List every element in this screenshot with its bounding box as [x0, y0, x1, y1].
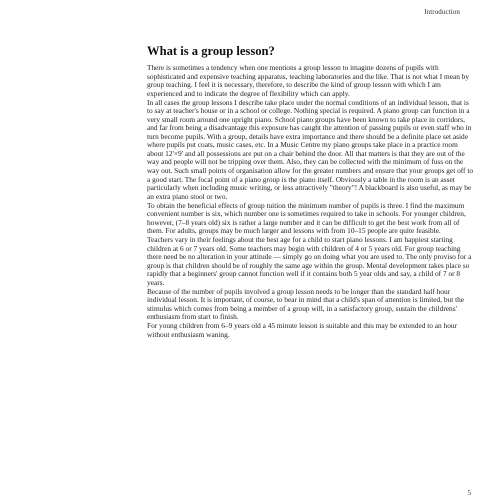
paragraph: For young children from 6–9 years old a 45 minute lesson is suitable and this may be extended to an hour without enthusiasm waning.: [147, 321, 458, 339]
page-title: What is a group lesson?: [147, 44, 275, 58]
paragraph: To obtain the beneficial effects of group tuition the minimum number of pupils is three. I find the maximum convenient number is six, which number one is sometimes required to take in schools. For younger children, however, (7–8 years old) six is rather a large number and it can be difficult to get the best work from all of them. For adults, groups may be much larger and lessons with from 10–15 people are quite feasible.: [147, 200, 466, 236]
body-text: [147, 64, 475, 339]
running-header: Introduction: [424, 8, 460, 16]
page-number: 5: [467, 489, 471, 497]
paragraph: Teachers vary in their feelings about the best age for a child to start piano lessons. I am happiest starting children at 6 or 7 years old. Some teachers may begin with children of 4 or 5 years old. For group teaching there need be no alteration in your attitude — simply go on doing what you are used to. The only proviso for a group is that children should be of roughly the same age within the group. Mental development takes place so rapidly that a beginners' group cannot function well if it contains both 5 year olds and say, a child of 7 or 8 years.: [147, 235, 472, 287]
paragraph: There is sometimes a tendency when one mentions a group lesson to imagine dozens of pupils with sophisticated and expensive teaching apparatus, teaching laboratories and the like. That is not what I mean by group teaching. I feel it is necessary, therefore, to describe the kind of group lesson with which I am experienced and to indicate the degree of flexibility which can apply.: [147, 63, 470, 98]
paragraph: In all cases the group lessons I describe take place under the normal conditions of an individual lesson, that is to say at teacher's house or in a school or college. Nothing special is required. A piano group can function in a very small room around one upright piano. School piano groups have been known to take place in corridors, and far from being a disadvantage this exposure has caught the attention of passing pupils or even staff who in turn become pupils. With a group, details have extra importance and there should be a definite place set aside where pupils put coats, music cases, etc. In a Music Centre my piano groups take place in a practice room about 12'×9' and all possessions are put on a chair behind the door. All that matters is that they are out of the way and people will not be tripping over them. Also, they can be collected with the minimum of fuss on the way out. Such small points of organisation allow for the greater numbers and ensure that your groups get off to a good start. The focal point of a piano group is the piano itself. Obviously a table in the room is an asset particularly when including music writing, or less attractively "theory"! A blackboard is also useful, as may be an extra piano stool or two.: [147, 97, 474, 201]
paragraph: Because of the number of pupils involved a group lesson needs to be longer than the standard half hour individual lesson. It is important, of course, to bear in mind that a child's span of attention is limited, but the stimulus which comes from being a member of a group will, in a satisfactory group, sustain the childrens' enthusiasm from start to finish.: [147, 286, 465, 322]
